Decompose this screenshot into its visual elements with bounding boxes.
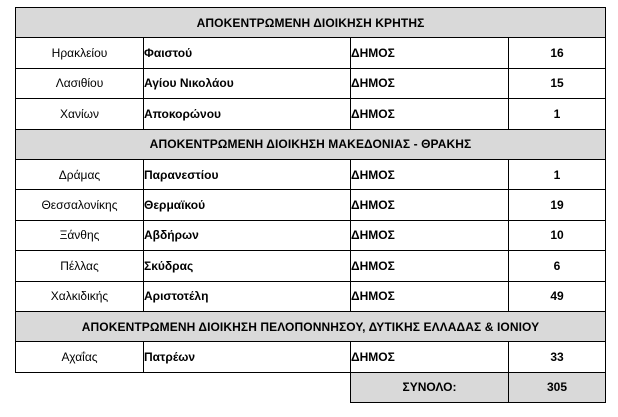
count-cell: 10 [509, 220, 606, 250]
municipality-cell: Αβδήρων [144, 220, 351, 250]
count-cell: 6 [509, 251, 606, 281]
total-value: 305 [509, 372, 606, 402]
count-cell: 1 [509, 99, 606, 129]
region-header-row [16, 129, 606, 159]
type-cell: ΔΗΜΟΣ [351, 38, 509, 68]
prefecture-cell: Ηρακλείου [16, 38, 144, 68]
municipality-cell: Αριστοτέλη [144, 281, 351, 311]
table-row [16, 190, 606, 220]
type-cell: ΔΗΜΟΣ [351, 342, 509, 372]
table-row [16, 68, 606, 98]
prefecture-cell: Πέλλας [16, 251, 144, 281]
count-cell: 33 [509, 342, 606, 372]
municipality-cell: Σκύδρας [144, 251, 351, 281]
type-cell: ΔΗΜΟΣ [351, 159, 509, 189]
table-row [16, 342, 606, 372]
count-cell: 49 [509, 281, 606, 311]
prefecture-cell: Αχαΐας [16, 342, 144, 372]
municipality-cell: Αποκορώνου [144, 99, 351, 129]
region-header-row [16, 8, 606, 38]
type-cell: ΔΗΜΟΣ [351, 251, 509, 281]
table-row [16, 38, 606, 68]
prefecture-cell: Δράμας [16, 159, 144, 189]
count-cell: 19 [509, 190, 606, 220]
type-cell: ΔΗΜΟΣ [351, 99, 509, 129]
blank-cell [16, 372, 144, 402]
municipality-cell: Αγίου Νικολάου [144, 68, 351, 98]
prefecture-cell: Χαλκιδικής [16, 281, 144, 311]
type-cell: ΔΗΜΟΣ [351, 281, 509, 311]
municipality-cell: Παρανεστίου [144, 159, 351, 189]
region-header: ΑΠΟΚΕΝΤΡΩΜΕΝΗ ΔΙΟΙΚΗΣΗ ΚΡΗΤΗΣ [16, 8, 606, 38]
count-cell: 16 [509, 38, 606, 68]
table-row [16, 251, 606, 281]
municipality-cell: Πατρέων [144, 342, 351, 372]
region-header-row [16, 311, 606, 341]
municipality-cell: Φαιστού [144, 38, 351, 68]
table-row [16, 159, 606, 189]
total-label: ΣΥΝΟΛΟ: [351, 372, 509, 402]
municipality-cell: Θερμαϊκού [144, 190, 351, 220]
prefecture-cell: Λασιθίου [16, 68, 144, 98]
table-row [16, 99, 606, 129]
table-row [16, 281, 606, 311]
type-cell: ΔΗΜΟΣ [351, 190, 509, 220]
type-cell: ΔΗΜΟΣ [351, 68, 509, 98]
table-row [16, 220, 606, 250]
region-header: ΑΠΟΚΕΝΤΡΩΜΕΝΗ ΔΙΟΙΚΗΣΗ ΜΑΚΕΔΟΝΙΑΣ - ΘΡΑΚΗΣ [16, 129, 606, 159]
prefecture-cell: Θεσσαλονίκης [16, 190, 144, 220]
municipalities-table [15, 7, 606, 403]
count-cell: 1 [509, 159, 606, 189]
count-cell: 15 [509, 68, 606, 98]
region-header: ΑΠΟΚΕΝΤΡΩΜΕΝΗ ΔΙΟΙΚΗΣΗ ΠΕΛΟΠΟΝΝΗΣΟΥ, ΔΥΤΙΚΗΣ ΕΛΛΑΔΑΣ & ΙΟΝΙΟΥ [16, 311, 606, 341]
prefecture-cell: Χανίων [16, 99, 144, 129]
type-cell: ΔΗΜΟΣ [351, 220, 509, 250]
blank-cell [144, 372, 351, 402]
prefecture-cell: Ξάνθης [16, 220, 144, 250]
total-row [16, 372, 606, 402]
